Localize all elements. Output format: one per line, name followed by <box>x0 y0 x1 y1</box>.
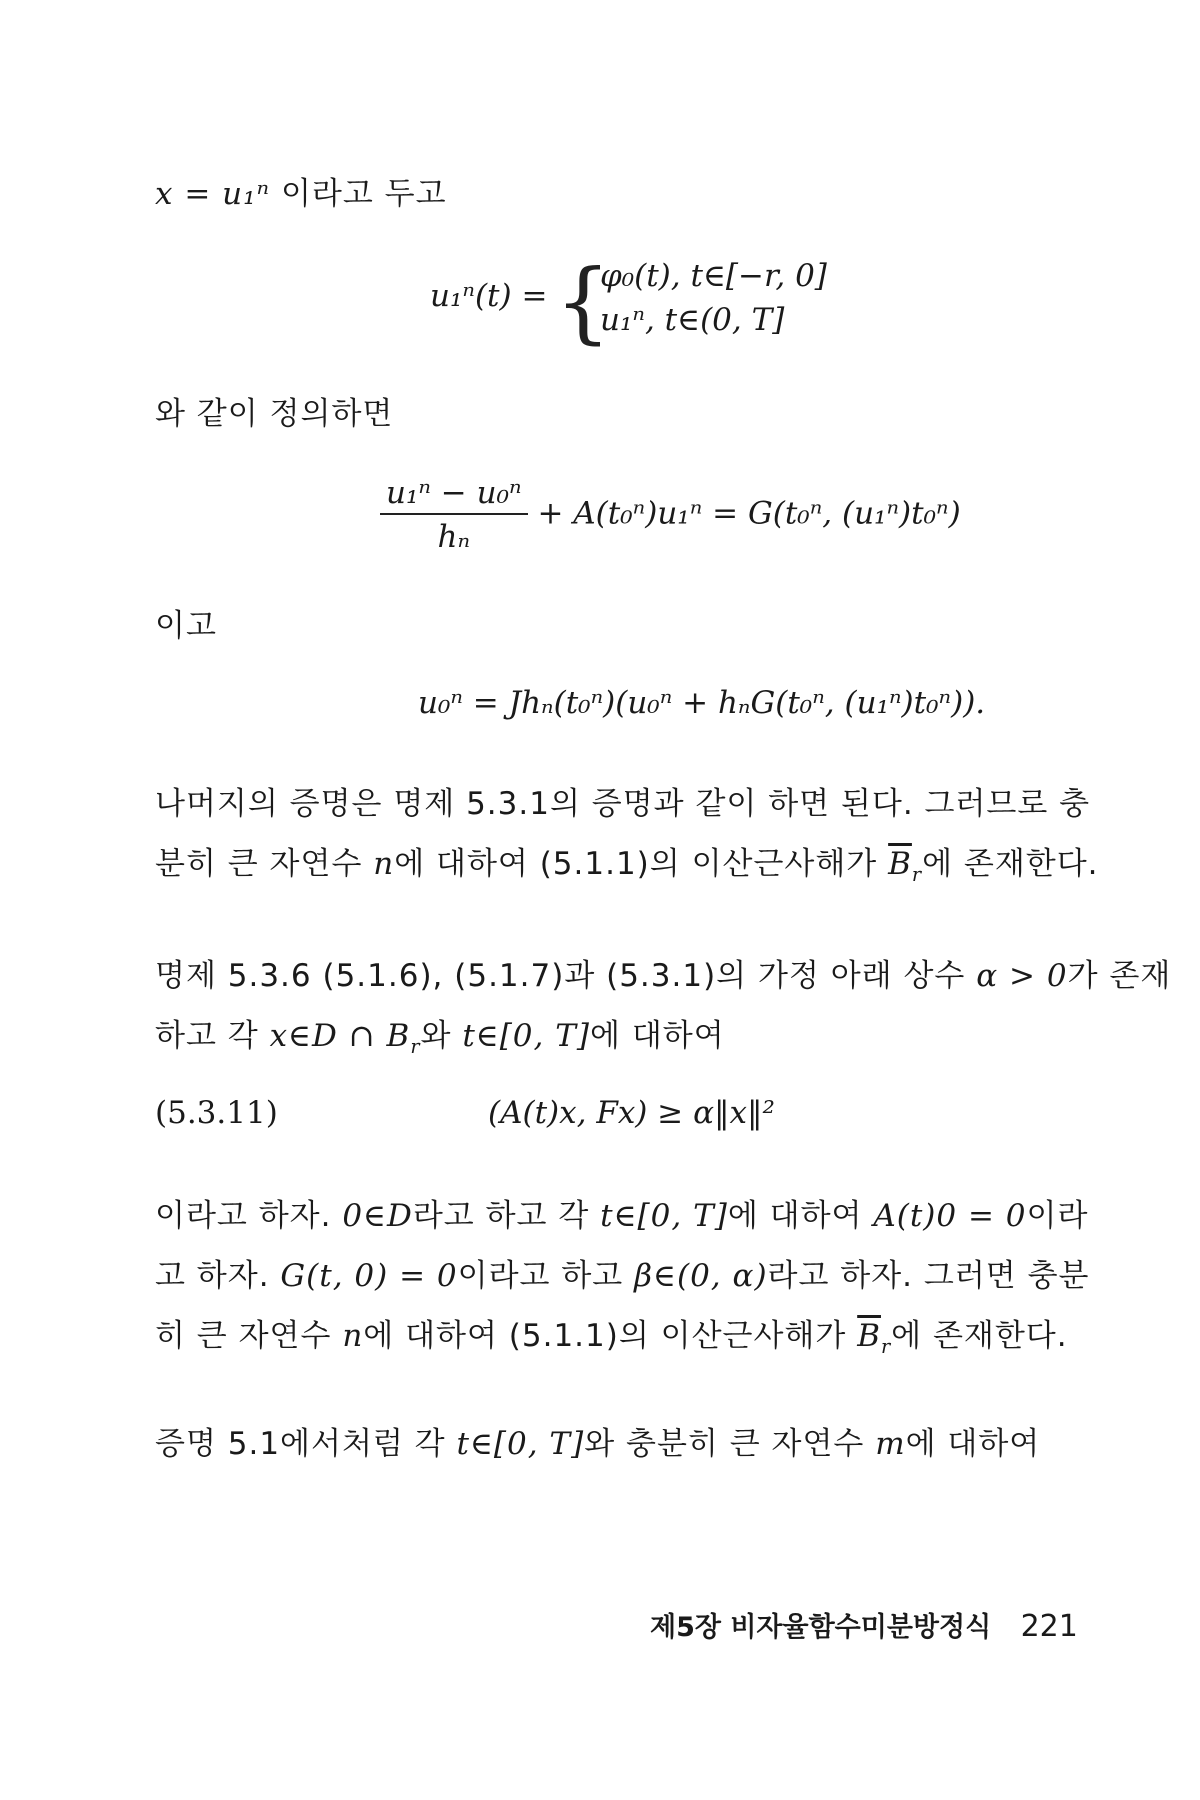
paragraph-2-line-1 <box>155 1190 1089 1235</box>
text-span: 분히 큰 자연수 <box>155 846 363 882</box>
paragraph-2-line-3: 히 큰 자연수 n에 대하여 (5.1.1)의 이산근사해가 $\overline{B}_r$에 존재한다. <box>155 1318 1068 1359</box>
text-span: 라고 하고 각 <box>412 1198 590 1234</box>
text-span: 증명 5.1에서처럼 각 <box>155 1426 446 1462</box>
text-span: 고 하자. <box>155 1258 270 1294</box>
chapter-title: 제5장 비자율함수미분방정식 <box>650 1612 992 1643</box>
math-inline: x∈D ∩ B <box>269 1018 411 1054</box>
math-inline: t∈[0, T] <box>462 1018 591 1054</box>
text-span: 와 <box>420 1018 452 1054</box>
text-line-2: 와 같이 정의하면 <box>155 396 394 432</box>
text-span: 이라고 두고 <box>280 176 447 212</box>
math-inline: α > 0 <box>976 958 1068 994</box>
math-inline: $\overline{B}$ <box>888 846 912 882</box>
page-number: 221 <box>1020 1609 1078 1644</box>
math-inline: $\overline{B}$ <box>857 1318 881 1354</box>
text-line-3: 이고 <box>155 608 217 644</box>
math-inline: 0∈D <box>342 1198 413 1234</box>
equation-4: (A(t)x, Fx) ≥ α‖x‖² <box>488 1095 775 1131</box>
equation-1-case-1: φ₀(t), t∈[−r, 0] <box>600 258 827 294</box>
text-span: 에 대하여 <box>905 1426 1041 1462</box>
text-span: 명제 5.3.6 (5.1.6), (5.1.7)과 (5.3.1)의 가정 아래 상수 <box>155 958 966 994</box>
math-inline: x = u₁ⁿ <box>155 176 271 212</box>
math-inline: β∈(0, α) <box>634 1258 768 1294</box>
equation-label: (5.3.11) <box>155 1095 278 1131</box>
equation-1-case-2: u₁ⁿ, t∈(0, T] <box>600 302 785 338</box>
text-span: 에 대하여 (5.1.1)의 이산근사해가 <box>394 846 878 882</box>
math-inline: G(t, 0) = 0 <box>280 1258 458 1294</box>
text-span: 이라고 하자. <box>155 1198 332 1234</box>
proposition-line-2: 하고 각 x∈D ∩ $B_r$와 t∈[0, T]에 대하여 <box>155 1018 725 1059</box>
fraction-denominator: hₙ <box>437 519 471 555</box>
paragraph-1-line-1: 나머지의 증명은 명제 5.3.1의 증명과 같이 하면 된다. 그러므로 충 <box>155 786 1091 822</box>
text-span: 에 대하여 <box>727 1198 863 1234</box>
text-span: 라고 하자. 그러면 충분 <box>767 1258 1090 1294</box>
paragraph-1-line-2: 분히 큰 자연수 n에 대하여 (5.1.1)의 이산근사해가 $\overline{B}_r$에 존재한다. <box>155 846 1099 887</box>
math-inline: A(t)0 = 0 <box>873 1198 1027 1234</box>
text-span: 에 존재한다. <box>922 846 1099 882</box>
text-span: 하고 각 <box>155 1018 259 1054</box>
text-span: 에 대하여 (5.1.1)의 이산근사해가 <box>363 1318 847 1354</box>
fraction-numerator: u₁ⁿ − u₀ⁿ <box>380 475 528 515</box>
text-span: 이라고 하고 <box>457 1258 624 1294</box>
math-inline: n <box>342 1318 364 1354</box>
equation-3: u₀ⁿ = Jhₙ(t₀ⁿ)(u₀ⁿ + hₙG(t₀ⁿ, (u₁ⁿ)t₀ⁿ)). <box>418 685 986 721</box>
equation-1-lhs: u₁ⁿ(t) = <box>430 278 548 314</box>
math-inline: t∈[0, T] <box>600 1198 728 1234</box>
text-span: 에 대하여 <box>590 1018 725 1054</box>
text-span: 와 충분히 큰 자연수 <box>584 1426 865 1462</box>
equation-2-rhs: + A(t₀ⁿ)u₁ⁿ = G(t₀ⁿ, (u₁ⁿ)t₀ⁿ) <box>537 495 961 532</box>
page-footer <box>650 1605 1078 1644</box>
equation-2 <box>380 475 961 555</box>
text-span: 가 존재 <box>1067 958 1172 994</box>
proof-line <box>155 1418 1055 1463</box>
proposition-line-1 <box>155 950 1172 995</box>
fraction <box>380 475 528 555</box>
math-inline: t∈[0, T] <box>456 1426 585 1462</box>
math-inline: m <box>875 1426 906 1462</box>
text-span: 이라 <box>1026 1198 1089 1234</box>
left-brace: { <box>555 250 611 353</box>
text-line-1 <box>155 168 1055 213</box>
text-span: 히 큰 자연수 <box>155 1318 332 1354</box>
math-inline: n <box>373 846 395 882</box>
paragraph-2-line-2 <box>155 1250 1090 1295</box>
text-span: 에 존재한다. <box>891 1318 1068 1354</box>
